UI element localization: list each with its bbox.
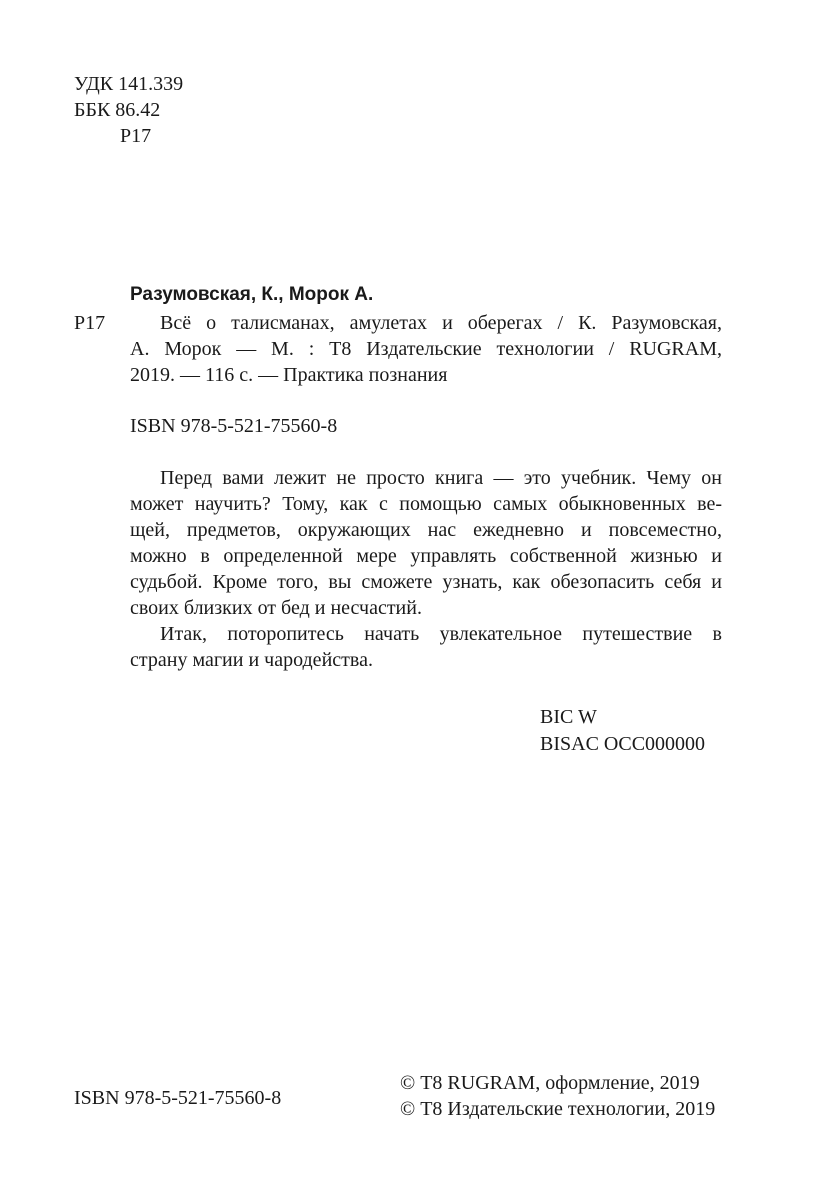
annotation-line: страну магии и чародейства. xyxy=(130,649,373,671)
udk-code: УДК 141.339 xyxy=(74,73,184,95)
annotation-line: можно в определенной мере управлять собственной жизнью и xyxy=(130,545,722,567)
bic-code: BIC W xyxy=(540,706,597,728)
annotation-line: своих близких от бед и несчастий. xyxy=(130,597,422,619)
author-mark: Р17 xyxy=(120,125,152,147)
bib-description xyxy=(130,310,722,388)
record-author-mark: Р17 xyxy=(74,312,106,334)
annotation-line: Перед вами лежит не просто книга — это учебник. Чему он xyxy=(160,467,722,489)
authors-heading: Разумовская, К., Морок А. xyxy=(130,284,374,305)
bisac-code: BISAC OCC000000 xyxy=(540,733,706,755)
annotation-line: судьбой. Кроме того, вы сможете узнать, как обезопасить себя и xyxy=(130,571,722,593)
record-isbn: ISBN 978-5-521-75560-8 xyxy=(130,415,338,437)
footer-isbn: ISBN 978-5-521-75560-8 xyxy=(74,1087,282,1109)
bib-description-line: Всё о талисманах, амулетах и оберегах / К. Разумовская, xyxy=(160,312,722,334)
bib-description-line: А. Морок — М. : Т8 Издательские технологии / RUGRAM, xyxy=(130,338,722,360)
annotation-line: может научить? Тому, как с помощью самых обыкновенных ве- xyxy=(130,493,722,515)
annotation-line: Итак, поторопитесь начать увлекательное путешествие в xyxy=(160,623,722,645)
copyright-publisher: © Т8 Издательские технологии, 2019 xyxy=(400,1098,716,1120)
annotation xyxy=(130,465,722,673)
copyright-design: © Т8 RUGRAM, оформление, 2019 xyxy=(400,1072,700,1094)
annotation-line: щей, предметов, окружающих нас ежедневно и повсеместно, xyxy=(130,519,722,541)
bbk-code: ББК 86.42 xyxy=(74,99,161,121)
bib-description-line: 2019. — 116 с. — Практика познания xyxy=(130,364,448,386)
